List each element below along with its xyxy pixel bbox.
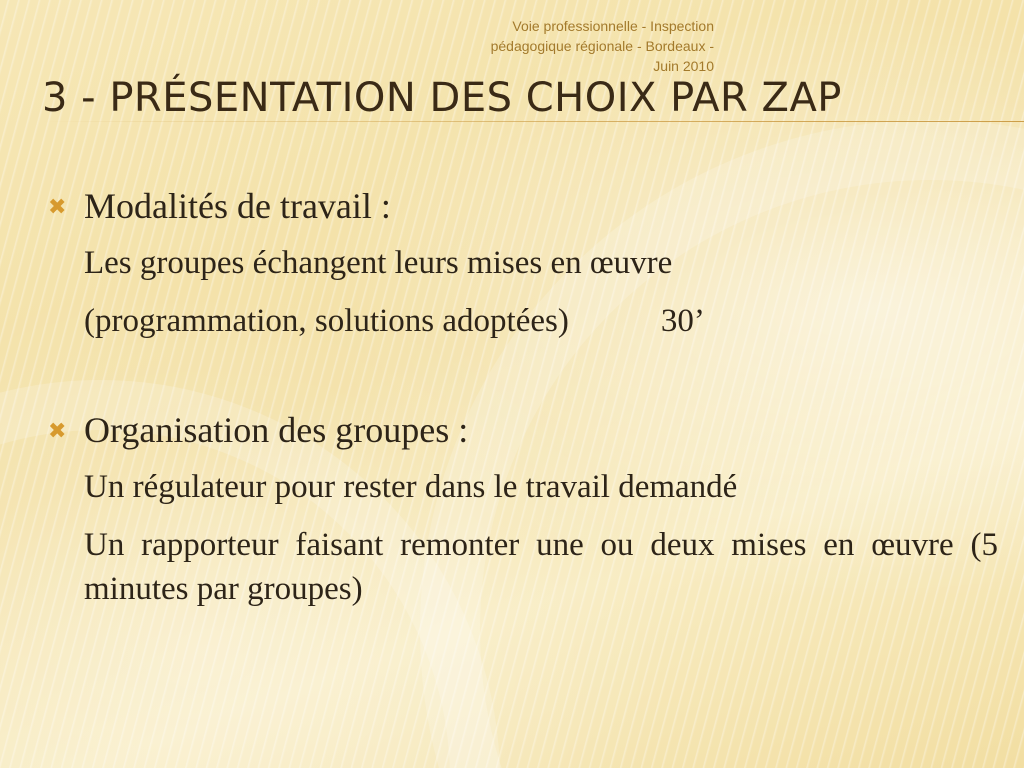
bullet-item [48,409,998,451]
title-underline [42,121,1024,122]
sub-line: Un régulateur pour rester dans le travail demandé [84,469,738,505]
slide-title: 3 - PRÉSENTATION DES CHOIX PAR ZAP [42,75,842,121]
sub-line [84,299,998,343]
cross-bullet-icon: ✖ [48,194,67,219]
bullet-heading: Modalités de travail : [84,186,391,226]
sub-line: Les groupes échangent leurs mises en œuvre [84,245,673,281]
duration-label: 30’ [660,303,705,339]
header-note-line: Voie professionnelle - Inspection [512,18,714,34]
sub-line-text: (programmation, solutions adoptées) [84,303,569,339]
bullet-item [48,185,998,227]
sub-line: Un rapporteur faisant remonter une ou deux mises en œuvre (5 minutes par groupes) [84,527,998,607]
header-note [394,16,714,76]
cross-bullet-icon: ✖ [48,418,67,443]
slide-content [48,185,998,625]
bullet-heading: Organisation des groupes : [84,410,469,450]
header-note-line: Juin 2010 [653,58,714,74]
header-note-line: pédagogique régionale - Bordeaux - [490,38,714,54]
